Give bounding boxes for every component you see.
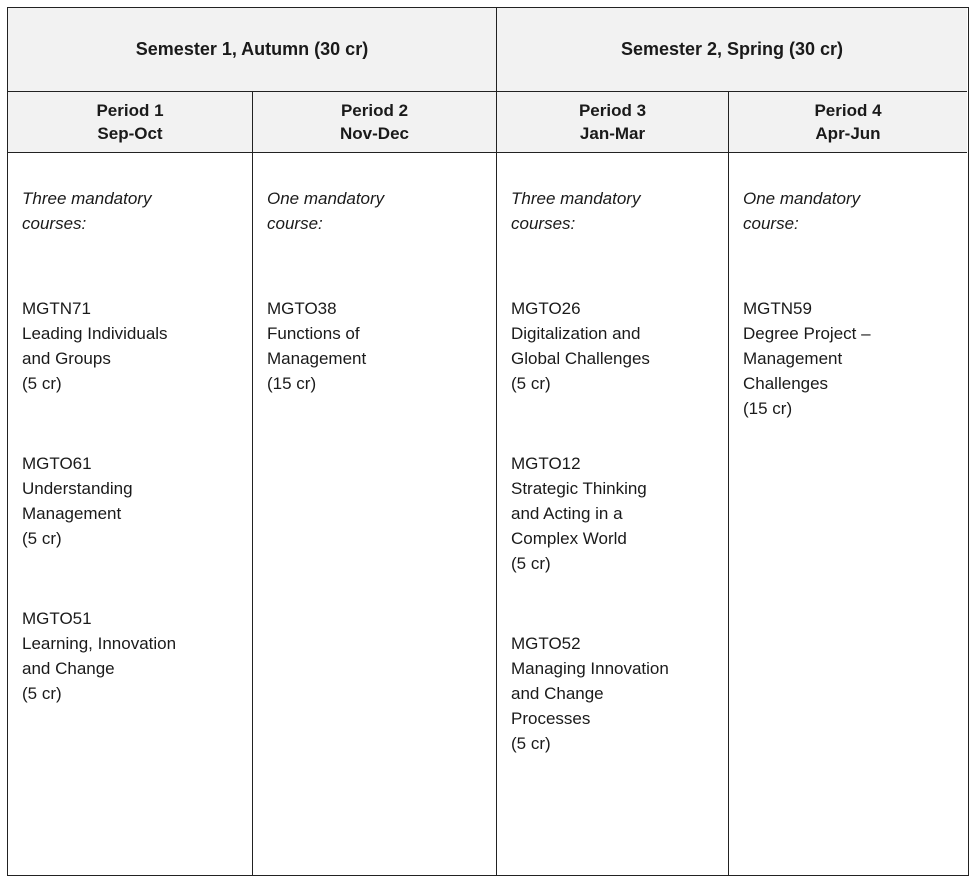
period-name: Period 3	[578, 101, 647, 120]
course-credits: (5 cr)	[22, 684, 62, 703]
course-entry	[22, 451, 252, 551]
course-code: MGTO38	[267, 299, 337, 318]
course-requirement-note: Three mandatory courses:	[511, 189, 641, 233]
course-title: and Change	[22, 659, 115, 678]
period-3-courses	[497, 153, 729, 875]
period-1-courses	[8, 153, 253, 875]
course-title: Management	[22, 504, 122, 523]
course-entry	[22, 296, 252, 396]
course-title: Managing Innovation	[511, 659, 669, 678]
course-code: MGTO52	[511, 634, 581, 653]
course-title: Understanding	[22, 479, 133, 498]
period-months: Nov-Dec	[340, 124, 409, 143]
semester-2-header: Semester 2, Spring (30 cr)	[497, 8, 967, 92]
period-months: Sep-Oct	[97, 124, 163, 143]
course-title: and Change	[511, 684, 604, 703]
course-title: Management	[267, 349, 367, 368]
course-code: MGTN59	[743, 299, 812, 318]
programme-schedule-table	[7, 7, 969, 876]
period-1-header	[8, 92, 253, 153]
period-name: Period 4	[814, 101, 882, 120]
course-code: MGTO51	[22, 609, 92, 628]
course-title: Digitalization and	[511, 324, 641, 343]
course-credits: (15 cr)	[743, 399, 793, 418]
course-credits: (5 cr)	[22, 529, 62, 548]
course-entry	[743, 296, 967, 421]
course-code: MGTO61	[22, 454, 92, 473]
period-months: Jan-Mar	[579, 124, 646, 143]
course-title: Processes	[511, 709, 591, 728]
course-code: MGTO12	[511, 454, 581, 473]
period-name: Period 1	[96, 101, 164, 120]
period-4-courses	[729, 153, 967, 875]
course-title: Leading Individuals	[22, 324, 168, 343]
period-name: Period 2	[340, 101, 409, 120]
course-requirement-note: Three mandatory courses:	[22, 189, 152, 233]
course-code: MGTO26	[511, 299, 581, 318]
course-title: Management	[743, 349, 843, 368]
course-title: Complex World	[511, 529, 627, 548]
course-title: Degree Project –	[743, 324, 871, 343]
course-credits: (15 cr)	[267, 374, 317, 393]
course-requirement-note: One mandatory course:	[267, 189, 385, 233]
course-entry	[511, 451, 728, 576]
course-title: Challenges	[743, 374, 829, 393]
period-3-header	[497, 92, 729, 153]
course-entry	[22, 606, 252, 706]
course-title: Learning, Innovation	[22, 634, 177, 653]
course-title: Global Challenges	[511, 349, 650, 368]
course-credits: (5 cr)	[511, 374, 551, 393]
period-2-header	[253, 92, 497, 153]
semester-1-header: Semester 1, Autumn (30 cr)	[8, 8, 497, 92]
course-credits: (5 cr)	[22, 374, 62, 393]
course-entry	[511, 631, 728, 756]
course-requirement-note: One mandatory course:	[743, 189, 861, 233]
course-code: MGTN71	[22, 299, 91, 318]
course-title: and Groups	[22, 349, 111, 368]
period-4-header	[729, 92, 967, 153]
period-2-courses	[253, 153, 497, 875]
period-months: Apr-Jun	[815, 124, 881, 143]
course-title: and Acting in a	[511, 504, 623, 523]
course-credits: (5 cr)	[511, 734, 551, 753]
course-title: Functions of	[267, 324, 360, 343]
course-entry	[267, 296, 496, 396]
course-credits: (5 cr)	[511, 554, 551, 573]
course-title: Strategic Thinking	[511, 479, 647, 498]
course-entry	[511, 296, 728, 396]
